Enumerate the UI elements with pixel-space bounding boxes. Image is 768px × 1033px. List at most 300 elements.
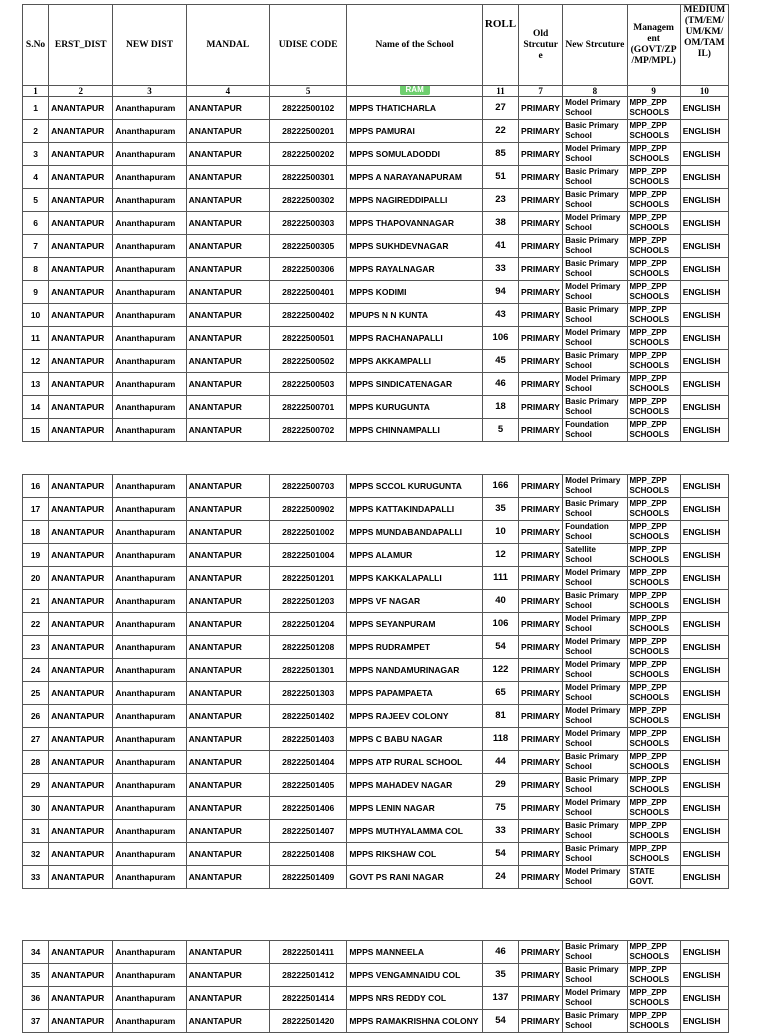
udise-code-cell: 28222501301 (270, 659, 347, 682)
table-row (23, 166, 729, 189)
table-row (23, 212, 729, 235)
old-structure-cell: PRIMARY (519, 1010, 563, 1033)
udise-code-cell: 28222501411 (270, 941, 347, 964)
udise-code-cell: 28222501412 (270, 964, 347, 987)
medium-cell: ENGLISH (680, 941, 728, 964)
new-structure-cell: Basic Primary School (563, 189, 627, 212)
old-structure-cell: PRIMARY (519, 751, 563, 774)
table-row (23, 567, 729, 590)
column-number-row (23, 86, 729, 97)
roll-cell: 33 (482, 820, 518, 843)
new-structure-cell: Model Primary School (563, 682, 627, 705)
old-structure-cell: PRIMARY (519, 212, 563, 235)
new-structure-cell: Model Primary School (563, 705, 627, 728)
management-cell: MPP_ZPP SCHOOLS (627, 281, 680, 304)
mandal-cell: ANANTAPUR (186, 212, 269, 235)
mandal-cell: ANANTAPUR (186, 166, 269, 189)
mandal-cell: ANANTAPUR (186, 373, 269, 396)
school-name-cell: MPPS SINDICATENAGAR (347, 373, 483, 396)
udise-code-cell: 28222500402 (270, 304, 347, 327)
sno-cell: 7 (23, 235, 49, 258)
new-structure-cell: Model Primary School (563, 212, 627, 235)
old-structure-cell: PRIMARY (519, 797, 563, 820)
table-row (23, 235, 729, 258)
new-structure-cell: Model Primary School (563, 373, 627, 396)
medium-cell: ENGLISH (680, 964, 728, 987)
new-structure-cell: Basic Primary School (563, 235, 627, 258)
old-structure-cell: PRIMARY (519, 659, 563, 682)
roll-cell: 81 (482, 705, 518, 728)
mandal-cell: ANANTAPUR (186, 475, 269, 498)
medium-cell: ENGLISH (680, 475, 728, 498)
udise-code-cell: 28222501201 (270, 567, 347, 590)
medium-cell: ENGLISH (680, 636, 728, 659)
col-number: 2 (49, 86, 113, 97)
medium-cell: ENGLISH (680, 797, 728, 820)
new-structure-cell: Model Primary School (563, 728, 627, 751)
old-structure-cell: PRIMARY (519, 964, 563, 987)
new-dist-cell: Ananthapuram (113, 396, 186, 419)
udise-code-cell: 28222500502 (270, 350, 347, 373)
new-dist-cell: Ananthapuram (113, 143, 186, 166)
table-row (23, 143, 729, 166)
old-structure-cell: PRIMARY (519, 613, 563, 636)
table-row (23, 498, 729, 521)
management-cell: MPP_ZPP SCHOOLS (627, 166, 680, 189)
medium-cell: ENGLISH (680, 866, 728, 889)
sno-cell: 17 (23, 498, 49, 521)
medium-cell: ENGLISH (680, 166, 728, 189)
erst-dist-cell: ANANTAPUR (49, 682, 113, 705)
management-cell: MPP_ZPP SCHOOLS (627, 475, 680, 498)
mandal-cell: ANANTAPUR (186, 521, 269, 544)
medium-cell: ENGLISH (680, 97, 728, 120)
old-structure-cell: PRIMARY (519, 97, 563, 120)
erst-dist-cell: ANANTAPUR (49, 774, 113, 797)
udise-code-cell: 28222500102 (270, 97, 347, 120)
school-name-cell: MPUPS N N KUNTA (347, 304, 483, 327)
mandal-cell: ANANTAPUR (186, 941, 269, 964)
management-cell: MPP_ZPP SCHOOLS (627, 143, 680, 166)
medium-cell: ENGLISH (680, 304, 728, 327)
medium-cell: ENGLISH (680, 843, 728, 866)
management-cell: MPP_ZPP SCHOOLS (627, 419, 680, 442)
old-structure-cell: PRIMARY (519, 235, 563, 258)
sno-cell: 29 (23, 774, 49, 797)
erst-dist-cell: ANANTAPUR (49, 728, 113, 751)
erst-dist-cell: ANANTAPUR (49, 396, 113, 419)
table-row (23, 97, 729, 120)
management-cell: MPP_ZPP SCHOOLS (627, 964, 680, 987)
col-mandal-header: MANDAL (186, 5, 269, 86)
old-structure-cell: PRIMARY (519, 728, 563, 751)
roll-cell: 106 (482, 613, 518, 636)
management-cell: MPP_ZPP SCHOOLS (627, 327, 680, 350)
erst-dist-cell: ANANTAPUR (49, 941, 113, 964)
new-dist-cell: Ananthapuram (113, 941, 186, 964)
medium-cell: ENGLISH (680, 751, 728, 774)
medium-cell: ENGLISH (680, 774, 728, 797)
school-name-cell: MPPS PAPAMPAETA (347, 682, 483, 705)
old-structure-cell: PRIMARY (519, 590, 563, 613)
management-cell: MPP_ZPP SCHOOLS (627, 567, 680, 590)
school-name-cell: MPPS A NARAYANAPURAM (347, 166, 483, 189)
new-structure-cell: Basic Primary School (563, 590, 627, 613)
table-row (23, 373, 729, 396)
medium-cell: ENGLISH (680, 235, 728, 258)
udise-code-cell: 28222501402 (270, 705, 347, 728)
management-cell: MPP_ZPP SCHOOLS (627, 613, 680, 636)
ram-badge: RAM (400, 86, 430, 96)
school-name-cell: MPPS SOMULADODDI (347, 143, 483, 166)
mandal-cell: ANANTAPUR (186, 304, 269, 327)
erst-dist-cell: ANANTAPUR (49, 1010, 113, 1033)
school-name-cell: MPPS LENIN NAGAR (347, 797, 483, 820)
sno-cell: 1 (23, 97, 49, 120)
udise-code-cell: 28222501406 (270, 797, 347, 820)
roll-cell: 41 (482, 235, 518, 258)
new-structure-cell: Basic Primary School (563, 350, 627, 373)
erst-dist-cell: ANANTAPUR (49, 235, 113, 258)
roll-cell: 46 (482, 373, 518, 396)
medium-cell: ENGLISH (680, 373, 728, 396)
medium-cell: ENGLISH (680, 258, 728, 281)
roll-cell: 137 (482, 987, 518, 1010)
medium-cell: ENGLISH (680, 987, 728, 1010)
udise-code-cell: 28222500303 (270, 212, 347, 235)
new-dist-cell: Ananthapuram (113, 613, 186, 636)
management-cell: MPP_ZPP SCHOOLS (627, 728, 680, 751)
table-row (23, 350, 729, 373)
new-dist-cell: Ananthapuram (113, 212, 186, 235)
management-cell: MPP_ZPP SCHOOLS (627, 120, 680, 143)
col-number: 11 (482, 86, 518, 97)
roll-cell: 111 (482, 567, 518, 590)
medium-cell: ENGLISH (680, 682, 728, 705)
new-dist-cell: Ananthapuram (113, 1010, 186, 1033)
udise-code-cell: 28222500701 (270, 396, 347, 419)
sno-cell: 24 (23, 659, 49, 682)
management-cell: MPP_ZPP SCHOOLS (627, 521, 680, 544)
sno-cell: 28 (23, 751, 49, 774)
medium-cell: ENGLISH (680, 212, 728, 235)
mandal-cell: ANANTAPUR (186, 120, 269, 143)
new-structure-cell: Basic Primary School (563, 258, 627, 281)
new-dist-cell: Ananthapuram (113, 258, 186, 281)
management-cell: MPP_ZPP SCHOOLS (627, 636, 680, 659)
mandal-cell: ANANTAPUR (186, 682, 269, 705)
erst-dist-cell: ANANTAPUR (49, 866, 113, 889)
col-school-name-header: Name of the School (347, 5, 483, 86)
roll-cell: 118 (482, 728, 518, 751)
erst-dist-cell: ANANTAPUR (49, 659, 113, 682)
sno-cell: 9 (23, 281, 49, 304)
table-row (23, 120, 729, 143)
table-row (23, 866, 729, 889)
school-name-cell: MPPS MANNEELA (347, 941, 483, 964)
sno-cell: 5 (23, 189, 49, 212)
table-row (23, 475, 729, 498)
new-dist-cell: Ananthapuram (113, 636, 186, 659)
management-cell: MPP_ZPP SCHOOLS (627, 304, 680, 327)
mandal-cell: ANANTAPUR (186, 281, 269, 304)
new-dist-cell: Ananthapuram (113, 567, 186, 590)
col-number: 5 (270, 86, 347, 97)
new-structure-cell: Basic Primary School (563, 751, 627, 774)
school-name-cell: MPPS C BABU NAGAR (347, 728, 483, 751)
erst-dist-cell: ANANTAPUR (49, 498, 113, 521)
school-name-cell: MPPS CHINNAMPALLI (347, 419, 483, 442)
new-structure-cell: Model Primary School (563, 613, 627, 636)
udise-code-cell: 28222501204 (270, 613, 347, 636)
sno-cell: 30 (23, 797, 49, 820)
new-dist-cell: Ananthapuram (113, 774, 186, 797)
table-row (23, 987, 729, 1010)
new-dist-cell: Ananthapuram (113, 350, 186, 373)
management-cell: MPP_ZPP SCHOOLS (627, 590, 680, 613)
roll-cell: 122 (482, 659, 518, 682)
erst-dist-cell: ANANTAPUR (49, 475, 113, 498)
old-structure-cell: PRIMARY (519, 682, 563, 705)
header-row (23, 5, 729, 86)
col-number-school (347, 86, 483, 97)
roll-cell: 38 (482, 212, 518, 235)
col-udise-header: UDISE CODE (270, 5, 347, 86)
medium-cell: ENGLISH (680, 419, 728, 442)
erst-dist-cell: ANANTAPUR (49, 544, 113, 567)
erst-dist-cell: ANANTAPUR (49, 964, 113, 987)
management-cell: MPP_ZPP SCHOOLS (627, 682, 680, 705)
roll-cell: 5 (482, 419, 518, 442)
col-new-structure-header: New Strcuture (563, 5, 627, 86)
new-dist-cell: Ananthapuram (113, 820, 186, 843)
old-structure-cell: PRIMARY (519, 636, 563, 659)
table-row (23, 613, 729, 636)
erst-dist-cell: ANANTAPUR (49, 797, 113, 820)
udise-code-cell: 28222501408 (270, 843, 347, 866)
mandal-cell: ANANTAPUR (186, 705, 269, 728)
medium-cell: ENGLISH (680, 120, 728, 143)
sno-cell: 31 (23, 820, 49, 843)
udise-code-cell: 28222501208 (270, 636, 347, 659)
col-number: 4 (186, 86, 269, 97)
sno-cell: 11 (23, 327, 49, 350)
col-medium-header: MEDIUM (TM/EM/ UM/KM/ OM/TAM IL) (680, 5, 728, 86)
erst-dist-cell: ANANTAPUR (49, 987, 113, 1010)
mandal-cell: ANANTAPUR (186, 498, 269, 521)
roll-cell: 54 (482, 1010, 518, 1033)
management-cell: MPP_ZPP SCHOOLS (627, 987, 680, 1010)
udise-code-cell: 28222500501 (270, 327, 347, 350)
old-structure-cell: PRIMARY (519, 258, 563, 281)
mandal-cell: ANANTAPUR (186, 143, 269, 166)
school-name-cell: MPPS THAPOVANNAGAR (347, 212, 483, 235)
udise-code-cell: 28222501409 (270, 866, 347, 889)
roll-cell: 35 (482, 964, 518, 987)
new-dist-cell: Ananthapuram (113, 705, 186, 728)
school-table-section-3 (22, 940, 729, 1033)
management-cell: MPP_ZPP SCHOOLS (627, 189, 680, 212)
col-number: 10 (680, 86, 728, 97)
school-name-cell: MPPS KATTAKINDAPALLI (347, 498, 483, 521)
erst-dist-cell: ANANTAPUR (49, 373, 113, 396)
mandal-cell: ANANTAPUR (186, 544, 269, 567)
erst-dist-cell: ANANTAPUR (49, 166, 113, 189)
new-dist-cell: Ananthapuram (113, 304, 186, 327)
new-structure-cell: Basic Primary School (563, 843, 627, 866)
table-row (23, 419, 729, 442)
new-dist-cell: Ananthapuram (113, 682, 186, 705)
old-structure-cell: PRIMARY (519, 396, 563, 419)
school-table-section-2 (22, 474, 729, 889)
mandal-cell: ANANTAPUR (186, 396, 269, 419)
new-dist-cell: Ananthapuram (113, 866, 186, 889)
mandal-cell: ANANTAPUR (186, 728, 269, 751)
udise-code-cell: 28222501407 (270, 820, 347, 843)
medium-cell: ENGLISH (680, 567, 728, 590)
old-structure-cell: PRIMARY (519, 567, 563, 590)
management-cell: STATE GOVT. (627, 866, 680, 889)
erst-dist-cell: ANANTAPUR (49, 258, 113, 281)
new-dist-cell: Ananthapuram (113, 659, 186, 682)
medium-cell: ENGLISH (680, 521, 728, 544)
udise-code-cell: 28222501203 (270, 590, 347, 613)
roll-cell: 85 (482, 143, 518, 166)
sno-cell: 8 (23, 258, 49, 281)
new-structure-cell: Basic Primary School (563, 120, 627, 143)
roll-cell: 23 (482, 189, 518, 212)
col-management-header: Managem ent (GOVT/ZP /MP/MPL) (627, 5, 680, 86)
mandal-cell: ANANTAPUR (186, 1010, 269, 1033)
new-dist-cell: Ananthapuram (113, 521, 186, 544)
school-name-cell: MPPS MUTHYALAMMA COL (347, 820, 483, 843)
new-dist-cell: Ananthapuram (113, 964, 186, 987)
school-name-cell: MPPS NRS REDDY COL (347, 987, 483, 1010)
erst-dist-cell: ANANTAPUR (49, 843, 113, 866)
management-cell: MPP_ZPP SCHOOLS (627, 544, 680, 567)
col-number: 7 (519, 86, 563, 97)
sno-cell: 33 (23, 866, 49, 889)
udise-code-cell: 28222500306 (270, 258, 347, 281)
roll-cell: 54 (482, 843, 518, 866)
table-row (23, 843, 729, 866)
udise-code-cell: 28222500702 (270, 419, 347, 442)
sno-cell: 10 (23, 304, 49, 327)
sno-cell: 20 (23, 567, 49, 590)
sno-cell: 14 (23, 396, 49, 419)
erst-dist-cell: ANANTAPUR (49, 304, 113, 327)
udise-code-cell: 28222500902 (270, 498, 347, 521)
table-row (23, 774, 729, 797)
new-structure-cell: Basic Primary School (563, 941, 627, 964)
roll-cell: 40 (482, 590, 518, 613)
medium-cell: ENGLISH (680, 281, 728, 304)
old-structure-cell: PRIMARY (519, 475, 563, 498)
old-structure-cell: PRIMARY (519, 498, 563, 521)
old-structure-cell: PRIMARY (519, 521, 563, 544)
school-name-cell: MPPS SEYANPURAM (347, 613, 483, 636)
udise-code-cell: 28222500503 (270, 373, 347, 396)
erst-dist-cell: ANANTAPUR (49, 613, 113, 636)
mandal-cell: ANANTAPUR (186, 97, 269, 120)
school-name-cell: MPPS THATICHARLA (347, 97, 483, 120)
udise-code-cell: 28222501004 (270, 544, 347, 567)
old-structure-cell: PRIMARY (519, 143, 563, 166)
management-cell: MPP_ZPP SCHOOLS (627, 258, 680, 281)
new-dist-cell: Ananthapuram (113, 281, 186, 304)
mandal-cell: ANANTAPUR (186, 636, 269, 659)
new-dist-cell: Ananthapuram (113, 373, 186, 396)
sno-cell: 3 (23, 143, 49, 166)
new-structure-cell: Model Primary School (563, 327, 627, 350)
sno-cell: 13 (23, 373, 49, 396)
mandal-cell: ANANTAPUR (186, 751, 269, 774)
table-row (23, 304, 729, 327)
sno-cell: 19 (23, 544, 49, 567)
udise-code-cell: 28222500703 (270, 475, 347, 498)
new-dist-cell: Ananthapuram (113, 120, 186, 143)
erst-dist-cell: ANANTAPUR (49, 143, 113, 166)
sno-cell: 25 (23, 682, 49, 705)
old-structure-cell: PRIMARY (519, 544, 563, 567)
mandal-cell: ANANTAPUR (186, 659, 269, 682)
udise-code-cell: 28222500301 (270, 166, 347, 189)
udise-code-cell: 28222501414 (270, 987, 347, 1010)
management-cell: MPP_ZPP SCHOOLS (627, 373, 680, 396)
roll-cell: 44 (482, 751, 518, 774)
erst-dist-cell: ANANTAPUR (49, 212, 113, 235)
school-name-cell: GOVT PS RANI NAGAR (347, 866, 483, 889)
school-name-cell: MPPS SCCOL KURUGUNTA (347, 475, 483, 498)
management-cell: MPP_ZPP SCHOOLS (627, 751, 680, 774)
management-cell: MPP_ZPP SCHOOLS (627, 498, 680, 521)
new-dist-cell: Ananthapuram (113, 843, 186, 866)
medium-cell: ENGLISH (680, 327, 728, 350)
medium-cell: ENGLISH (680, 820, 728, 843)
roll-cell: 46 (482, 941, 518, 964)
udise-code-cell: 28222500202 (270, 143, 347, 166)
table-row (23, 728, 729, 751)
table-row (23, 544, 729, 567)
roll-cell: 29 (482, 774, 518, 797)
new-dist-cell: Ananthapuram (113, 590, 186, 613)
table-row (23, 751, 729, 774)
table-row (23, 797, 729, 820)
school-name-cell: MPPS RAMAKRISHNA COLONY (347, 1010, 483, 1033)
erst-dist-cell: ANANTAPUR (49, 327, 113, 350)
table-row (23, 521, 729, 544)
erst-dist-cell: ANANTAPUR (49, 820, 113, 843)
roll-cell: 54 (482, 636, 518, 659)
col-sno-header: S.No (23, 5, 49, 86)
sno-cell: 36 (23, 987, 49, 1010)
new-dist-cell: Ananthapuram (113, 751, 186, 774)
school-name-cell: MPPS RUDRAMPET (347, 636, 483, 659)
management-cell: MPP_ZPP SCHOOLS (627, 235, 680, 258)
new-dist-cell: Ananthapuram (113, 498, 186, 521)
school-name-cell: MPPS ATP RURAL SCHOOL (347, 751, 483, 774)
erst-dist-cell: ANANTAPUR (49, 636, 113, 659)
school-name-cell: MPPS AKKAMPALLI (347, 350, 483, 373)
new-dist-cell: Ananthapuram (113, 544, 186, 567)
old-structure-cell: PRIMARY (519, 774, 563, 797)
sno-cell: 16 (23, 475, 49, 498)
erst-dist-cell: ANANTAPUR (49, 567, 113, 590)
new-dist-cell: Ananthapuram (113, 166, 186, 189)
mandal-cell: ANANTAPUR (186, 419, 269, 442)
roll-cell: 65 (482, 682, 518, 705)
roll-cell: 10 (482, 521, 518, 544)
